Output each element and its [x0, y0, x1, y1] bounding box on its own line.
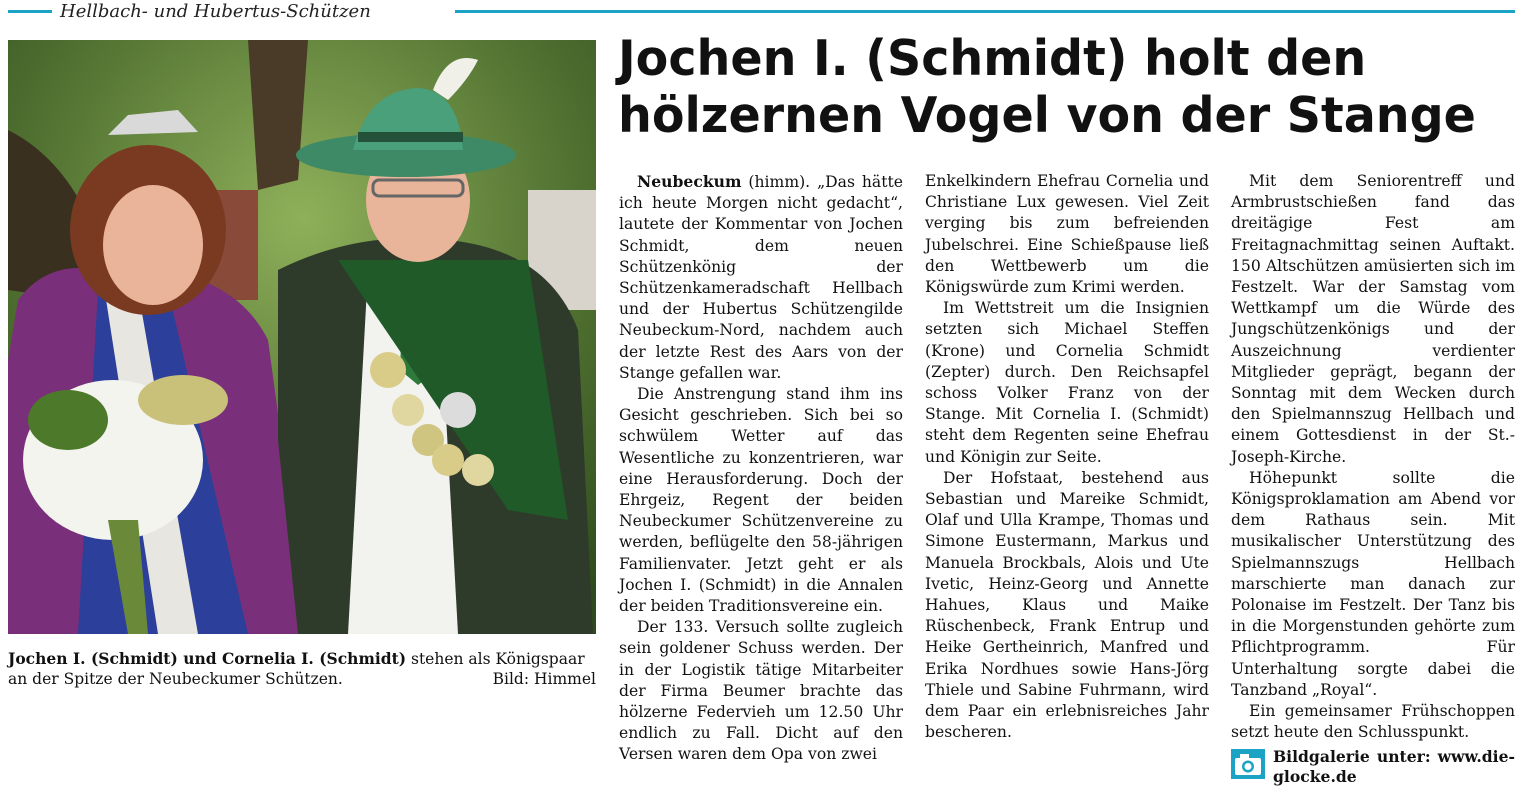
- paragraph-4: Im Wettstreit um die Insignien setzten sich Michael Steffen (Krone) und Cornelia Schmidt (Zepter) durch. Den Reichsapfel schoss Volker Franz von der Stange. Mit Cornelia I. (Schmidt) steht dem Regenten seine Ehefrau und Königin zur Seite.: [925, 299, 1209, 466]
- rubric-bar-right: [455, 10, 1515, 13]
- paragraph-3b: Enkelkindern Ehefrau Cornelia und Christiane Lux gewesen. Viel Zeit verging bis zum befreienden Jubelschrei. Eine Schießpause ließ den Wettbewerb um die Königswürde zum Krimi werden.: [925, 172, 1209, 297]
- photo-illustration: [8, 40, 596, 634]
- paragraph-1-text: (himm). „Das hätte ich heute Morgen nicht gedacht“, lautete der Kommentar von Jochen Schmidt, dem neuen Schützenkönig der Schützenkameradschaft Hellbach und der Hubertus Schützengilde Neubeckum-Nord, nachdem auch der letzte Rest des Aars von der Stange gefallen war.: [619, 173, 903, 382]
- rubric-label: Hellbach- und Hubertus-Schützen: [60, 1, 371, 22]
- caption-names: Jochen I. (Schmidt) und Cornelia I. (Schmidt): [8, 649, 407, 668]
- article-column-1: [619, 171, 903, 766]
- section-rubric: [0, 0, 1518, 24]
- photo-credit: Bild: Himmel: [492, 670, 596, 688]
- rubric-bar-left: [8, 10, 52, 13]
- article-column-3: [1231, 171, 1515, 787]
- paragraph-8: Ein gemeinsamer Frühschoppen setzt heute den Schlusspunkt.: [1231, 702, 1515, 742]
- paragraph-3a: [619, 617, 903, 765]
- headline: Jochen I. (Schmidt) holt den hölzernen Vogel von der Stange: [618, 30, 1476, 144]
- paragraph-2: Die Anstrengung stand ihm ins Gesicht geschrieben. Sich bei so schwülem Wetter auf das Wesentliche zu konzentrieren, war eine Herausforderung. Doch der Ehrgeiz, Regent der beiden Neubeckumer Schützenvereine zu werden, beflügelte den 58-jährigen Familienvater. Jetzt geht er als Jochen I. (Schmidt) in die Annalen der beiden Traditionsvereine ein.: [619, 385, 903, 616]
- photo-caption: [8, 649, 598, 689]
- dateline-place: Neubeckum: [637, 172, 742, 191]
- camera-icon: [1231, 749, 1265, 779]
- paragraph-3-text: Der 133. Versuch sollte zugleich sein goldener Schuss werden. Der in der Logistik tätige Mitarbeiter der Firma Beumer brachte das hölzerne Federvieh um 12.50 Uhr endlich zu Fall. Dicht auf den Versen waren dem Opa von zwei: [619, 618, 903, 764]
- article-body: [619, 171, 1515, 787]
- caption-text: stehen als Königspaar an der Spitze der Neubeckumer Schützen.: [8, 650, 585, 688]
- gallery-link[interactable]: [1231, 747, 1515, 787]
- paragraph-6: Mit dem Seniorentreff und Armbrustschießen fand das dreitägige Fest am Freitagnachmittag seinen Auftakt. 150 Altschützen amüsierten sich im Festzelt. War der Samstag vom Wettkampf um die Würde des Jungschützenkönigs und der Auszeichnung verdienter Mitglieder geprägt, begann der Sonntag mit dem Wecken durch den Spielmannszug Hellbach und einem Gottesdienst in der St.-Joseph-Kirche.: [1231, 172, 1515, 466]
- article-column-2: [925, 171, 1209, 743]
- gallery-text: Bildgalerie unter: www.dieglocke.de: [1273, 747, 1515, 787]
- article-photo: [8, 40, 596, 634]
- paragraph-5: Der Hofstaat, bestehend aus Sebastian und Mareike Schmidt, Olaf und Ulla Krampe, Thomas und Simone Eustermann, Markus und Manuela Brockbals, Alois und Ute Ivetic, Heinz-Georg und Annette Hahues, Klaus und Maike Rüschenbeck, Frank Entrup und Heike Gertheinrich, Manfred und Erika Nordhues sowie Hans-Jörg Thiele und Sabine Fuhrmann, wird dem Paar ein erlebnisreiches Jahr bescheren.: [925, 468, 1209, 742]
- paragraph-1: [619, 171, 903, 384]
- paragraph-7: Höhepunkt sollte die Königsproklamation am Abend vor dem Rathaus sein. Mit musikalischer Unterstützung des Spielmannszugs Hellbach marschierte man danach zur Polonaise im Festzelt. Der Tanz bis in die Morgenstunden gehörte zum Pflichtprogramm. Für Unterhaltung sorgte dabei die Tanzband „Royal“.: [1231, 468, 1515, 699]
